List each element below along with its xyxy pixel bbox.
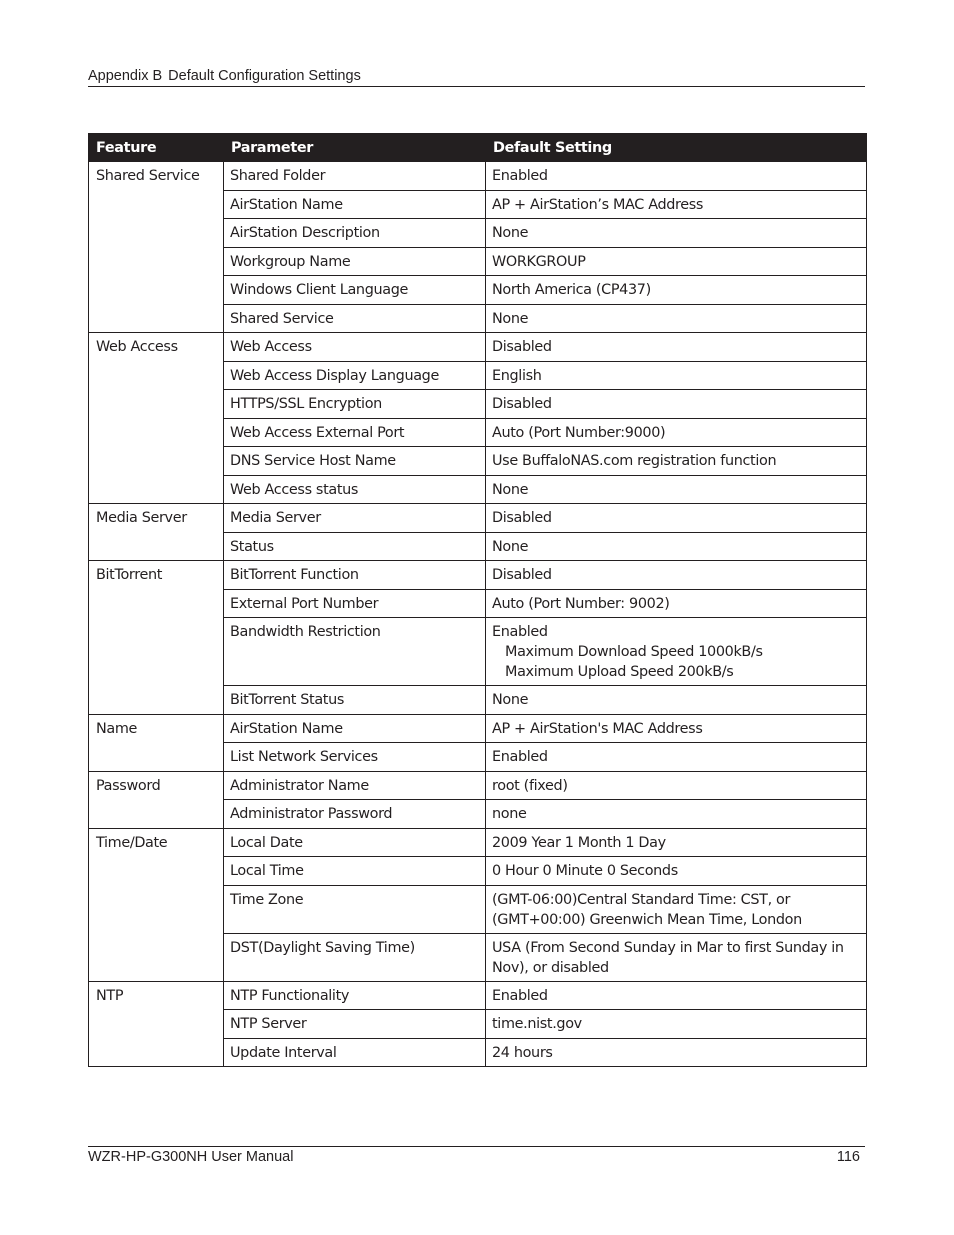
- table-row: [89, 828, 867, 857]
- setting-line: USA (From Second Sunday in Mar to first Sunday in: [492, 939, 844, 956]
- parameter-cell: DNS Service Host Name: [224, 447, 486, 476]
- page-footer: [88, 1146, 865, 1165]
- default-setting-cell: [486, 276, 867, 305]
- parameter-cell: BitTorrent Function: [224, 561, 486, 590]
- page-number: 116: [836, 1149, 860, 1165]
- default-setting-cell: [486, 162, 867, 191]
- table-row: [89, 561, 867, 590]
- setting-line: 2009 Year 1 Month 1 Day: [492, 834, 666, 851]
- feature-cell: Password: [89, 771, 224, 828]
- setting-line: 0 Hour 0 Minute 0 Seconds: [492, 863, 678, 879]
- parameter-cell: Shared Folder: [224, 162, 486, 191]
- feature-cell: Web Access: [89, 333, 224, 504]
- setting-line: English: [492, 367, 542, 384]
- parameter-cell: AirStation Description: [224, 219, 486, 248]
- setting-line: Nov), or disabled: [492, 959, 609, 976]
- setting-line: None: [492, 310, 529, 327]
- setting-line: Enabled: [492, 168, 548, 184]
- default-settings-table: [88, 133, 867, 1067]
- feature-cell: Time/Date: [89, 828, 224, 981]
- parameter-cell: AirStation Name: [224, 714, 486, 743]
- default-setting-cell: [486, 1038, 867, 1067]
- default-setting-cell: [486, 333, 867, 362]
- setting-line: Enabled: [492, 749, 548, 765]
- table-row: [89, 333, 867, 362]
- parameter-cell: NTP Server: [224, 1010, 486, 1039]
- default-setting-cell: [486, 828, 867, 857]
- default-setting-cell: [486, 933, 867, 981]
- setting-line: Disabled: [492, 339, 552, 355]
- default-setting-cell: [486, 800, 867, 829]
- setting-line: None: [492, 538, 529, 555]
- feature-cell: BitTorrent: [89, 561, 224, 715]
- default-setting-cell: [486, 247, 867, 276]
- setting-line: Disabled: [492, 396, 552, 412]
- parameter-cell: Update Interval: [224, 1038, 486, 1067]
- parameter-cell: Status: [224, 532, 486, 561]
- table-row: [89, 981, 867, 1010]
- parameter-cell: Windows Client Language: [224, 276, 486, 305]
- table-row: [89, 504, 867, 533]
- setting-line: 24 hours: [492, 1044, 553, 1061]
- table-row: [89, 714, 867, 743]
- parameter-cell: Workgroup Name: [224, 247, 486, 276]
- setting-line: none: [492, 806, 527, 822]
- default-setting-cell: [486, 686, 867, 715]
- column-header-default-setting: Default Setting: [486, 134, 867, 162]
- setting-line: AP + AirStation’s MAC Address: [492, 196, 704, 213]
- section-title: Default Configuration Settings: [168, 68, 361, 84]
- parameter-cell: BitTorrent Status: [224, 686, 486, 715]
- parameter-cell: Shared Service: [224, 304, 486, 333]
- setting-line: None: [492, 225, 529, 241]
- table-header-row: [89, 134, 867, 162]
- default-setting-cell: [486, 219, 867, 248]
- parameter-cell: Time Zone: [224, 885, 486, 933]
- setting-line: North America (CP437): [492, 282, 651, 298]
- setting-line: root (fixed): [492, 777, 568, 794]
- default-setting-cell: [486, 714, 867, 743]
- appendix-label: Appendix B: [88, 68, 163, 84]
- default-setting-cell: [486, 504, 867, 533]
- default-setting-cell: [486, 447, 867, 476]
- feature-cell: NTP: [89, 981, 224, 1067]
- setting-line: Auto (Port Number: 9002): [492, 595, 670, 612]
- feature-cell: Name: [89, 714, 224, 771]
- page-header: [88, 68, 865, 87]
- parameter-cell: Media Server: [224, 504, 486, 533]
- feature-cell: Media Server: [89, 504, 224, 561]
- parameter-cell: DST(Daylight Saving Time): [224, 933, 486, 981]
- column-header-feature: Feature: [89, 134, 224, 162]
- default-setting-cell: [486, 981, 867, 1010]
- default-setting-cell: [486, 743, 867, 772]
- parameter-cell: AirStation Name: [224, 190, 486, 219]
- parameter-cell: Local Date: [224, 828, 486, 857]
- default-setting-cell: [486, 857, 867, 886]
- setting-line: Auto (Port Number:9000): [492, 424, 666, 441]
- default-setting-cell: [486, 618, 867, 686]
- setting-line: Use BuffaloNAS.com registration function: [492, 453, 777, 469]
- default-setting-cell: [486, 475, 867, 504]
- setting-line: Disabled: [492, 510, 552, 526]
- default-setting-cell: [486, 771, 867, 800]
- manual-title: WZR-HP-G300NH User Manual: [88, 1149, 294, 1165]
- parameter-cell: Local Time: [224, 857, 486, 886]
- default-setting-cell: [486, 589, 867, 618]
- default-setting-cell: [486, 361, 867, 390]
- default-setting-cell: [486, 1010, 867, 1039]
- parameter-cell: External Port Number: [224, 589, 486, 618]
- parameter-cell: List Network Services: [224, 743, 486, 772]
- table-row: [89, 162, 867, 191]
- parameter-cell: HTTPS/SSL Encryption: [224, 390, 486, 419]
- setting-line: WORKGROUP: [492, 253, 586, 270]
- setting-line: Enabled: [492, 624, 548, 640]
- parameter-cell: Web Access status: [224, 475, 486, 504]
- parameter-cell: Administrator Password: [224, 800, 486, 829]
- setting-line: Enabled: [492, 987, 548, 1004]
- parameter-cell: NTP Functionality: [224, 981, 486, 1010]
- table-body: [89, 162, 867, 1067]
- parameter-cell: Web Access Display Language: [224, 361, 486, 390]
- column-header-parameter: Parameter: [224, 134, 486, 162]
- feature-cell: Shared Service: [89, 162, 224, 333]
- parameter-cell: Administrator Name: [224, 771, 486, 800]
- table-row: [89, 771, 867, 800]
- default-setting-cell: [486, 390, 867, 419]
- setting-line: AP + AirStation's MAC Address: [492, 720, 703, 737]
- default-setting-cell: [486, 304, 867, 333]
- default-setting-cell: [486, 190, 867, 219]
- parameter-cell: Bandwidth Restriction: [224, 618, 486, 686]
- parameter-cell: Web Access: [224, 333, 486, 362]
- setting-subline: Maximum Download Speed 1000kB/s: [505, 644, 763, 660]
- setting-line: (GMT+00:00) Greenwich Mean Time, London: [492, 911, 802, 928]
- parameter-cell: Web Access External Port: [224, 418, 486, 447]
- setting-line: time.nist.gov: [492, 1016, 582, 1032]
- setting-line: None: [492, 481, 529, 498]
- setting-line: Disabled: [492, 567, 552, 583]
- setting-subline: Maximum Upload Speed 200kB/s: [505, 664, 734, 680]
- default-setting-cell: [486, 885, 867, 933]
- setting-line: None: [492, 692, 529, 708]
- default-setting-cell: [486, 561, 867, 590]
- default-setting-cell: [486, 532, 867, 561]
- default-setting-cell: [486, 418, 867, 447]
- setting-line: (GMT-06:00)Central Standard Time: CST, or: [492, 891, 791, 908]
